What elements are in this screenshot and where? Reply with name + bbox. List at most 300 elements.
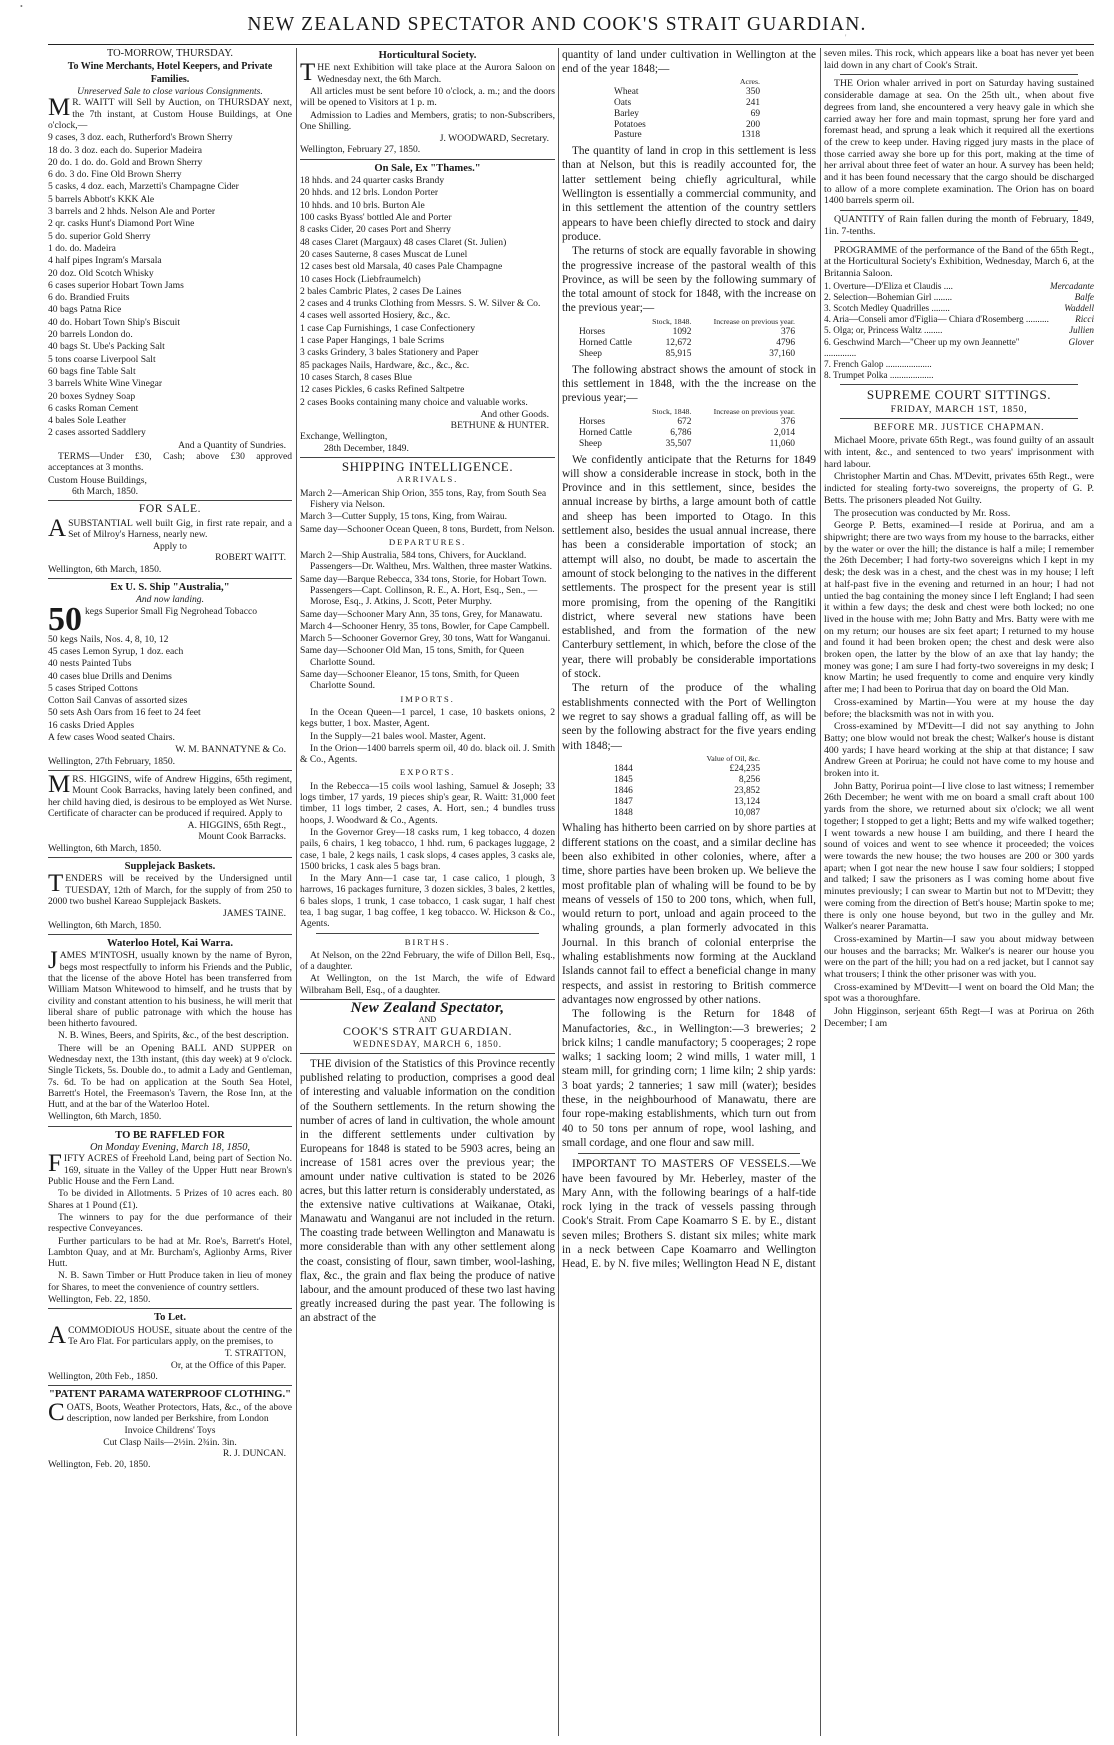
list-item: 40 do. Hobart Town Ship's Biscuit <box>48 316 180 328</box>
ad-date: Wellington, Feb. 22, 1850. <box>48 1294 151 1306</box>
stock-count: 672 <box>677 417 692 428</box>
ad-heading: To Wine Merchants, Hotel Keepers, and Private Families. <box>67 61 273 85</box>
stock-table-province <box>579 317 799 360</box>
divider <box>300 1053 555 1054</box>
stock-count: 6,786 <box>670 428 692 438</box>
section-heading: SHIPPING INTELLIGENCE. <box>341 459 514 475</box>
shipping-entry: Same day—Schooner Ocean Queen, 8 tons, Burdett, from Nelson. <box>300 523 555 535</box>
shipping-entry: March 4—Schooner Henry, 35 tons, Bowler, for Cape Campbell. <box>300 620 550 632</box>
stock-name: Horses <box>579 417 606 428</box>
stock-count: 1092 <box>672 327 692 338</box>
programme-piece: 2. Selection—Bohemian Girl ........ <box>824 291 953 302</box>
oil-year: 1846 <box>614 786 633 797</box>
programme-piece: 1. Overture—D'Eliza et Claudis .... <box>824 280 953 291</box>
crop-acres: 200 <box>745 119 760 130</box>
drop-cap: C <box>48 1398 65 1426</box>
ad-signature: A. HIGGINS, 65th Regt., <box>187 820 286 832</box>
table-header: Value of Oil, &c. <box>706 753 760 763</box>
ad-text: Or, at the Office of this Paper. <box>170 1359 286 1371</box>
court-text: George P. Betts, examined—I reside at Porirua, and am a shipwright; there are two ways from my house to the barracks, either by the water or over the hill; the distance is half a mile; I remember the 26th December; I had forty-two sovereigns which I kept in my desk; the desk was in a chest, and the chest was in my house; I left at half-past five in the evening and returned in an hour; I had not untied the bag containing the money since I left England; I had seen it within a few days; the desk and chest were both locked; no one lived in the house with me; John Batty and Mrs. Batty were with me on my return; our houses are six feet apart; I returned to my house and found it had been broken open; the chest and desk were also broken open, the latter by the blow of an axe that lay handy; the money was gone; I am sure I had forty-two sovereigns in my desk; I know Martin; he used frequently to come and enquire very kindly after me; I had been to Porirua that day on board the Old Man. <box>824 520 1094 696</box>
ad-date: 28th December, 1849. <box>324 442 409 454</box>
list-item: 5 barrels Abbott's KKK Ale <box>48 193 155 205</box>
oil-value: 23,852 <box>734 786 760 797</box>
ad-subheading: And now landing. <box>136 594 204 606</box>
oil-value: 10,087 <box>734 807 760 818</box>
crop-name: Potatoes <box>614 119 646 130</box>
list-item: 45 cases Lemon Syrup, 1 doz. each <box>48 645 184 657</box>
paper-title: New Zealand Spectator, <box>350 1000 505 1017</box>
stock-name: Horned Cattle <box>579 428 632 438</box>
list-item: 100 casks Byass' bottled Ale and Porter <box>300 212 452 224</box>
oil-table <box>614 754 764 819</box>
stock-increase: 376 <box>780 417 795 428</box>
subsection-heading: EXPORTS. <box>399 767 456 778</box>
table-row <box>614 98 764 109</box>
ad-text: R. WAITT will Sell by Auction, on THURSDAY next, the 7th instant, at Custom House Buildings, at One o'clock,— <box>48 97 292 131</box>
programme-composer <box>1050 370 1094 381</box>
ad-heading: Waterloo Hotel, Kai Warra. <box>106 937 234 949</box>
ad-text: And other Goods. <box>480 408 549 420</box>
list-item: 85 packages Nails, Hardware, &c., &c., &c. <box>300 359 470 371</box>
table-row <box>614 130 764 141</box>
ad-text: Invoice Childrens' Toys <box>124 1425 216 1437</box>
divider <box>48 857 292 858</box>
stock-increase: 2,014 <box>773 428 795 438</box>
list-item: 10 hhds. and 10 brls. Burton Ale <box>300 199 425 211</box>
crop-acres: 69 <box>750 108 760 119</box>
oil-year: 1848 <box>614 807 633 818</box>
divider <box>48 1126 292 1127</box>
divider <box>48 1385 292 1386</box>
shipping-entry: In the Rebecca—15 coils wool lashing, Samuel & Joseph; 33 logs timber, 17 yards, 19 pieces ship's gear, R. Waitt: 31,000 feet timber, 11 logs timber, 2 cases, A. Hort, sen.; 4 bundles truss hoops, J. Woodward & Co., Agents. <box>300 780 555 826</box>
ad-heading: "PATENT PARAMA WATERPROOF CLOTHING." <box>48 1389 292 1401</box>
article-text: QUANTITY of Rain fallen during the month of February, 1849, 1in. 7-tenths. <box>824 214 1094 237</box>
list-item: 4 cases well assorted Hosiery, &c., &c. <box>300 310 451 322</box>
list-item: 20 boxes Sydney Soap <box>48 390 136 402</box>
ad-signature: JAMES TAINE. <box>222 908 286 920</box>
article-text: THE Orion whaler arrived in port on Saturday having sustained considerable damage at sea. On the 25th ult., when about five degrees from land, she encountered a very heavy gale in which she carried away her fore and main topmast, sprung her fore yard and foremast head, and sprung a leak which it required all the exertions of the crew to keep under. Having rigged jury masts in the place of those carried away she bore up for this port, making at the time of her arrival about three feet of water an hour. A survey has been held; and it has been found necessary that the cargo should be discharged to allow of a more complete examination. The Orion has on board 1400 barrels sperm oil. <box>824 78 1094 207</box>
programme-composer: Glover <box>1068 336 1094 347</box>
programme-piece: 4. Aria—Conseli amor d'Figlia— Chiara d'Rosemberg .......... <box>824 314 1049 325</box>
article-text: seven miles. This rock, which appears like a boat has never yet been laid down in any chart of Cook's Strait. <box>824 48 1094 71</box>
table-row <box>614 120 764 131</box>
crops-table <box>614 77 764 142</box>
divider <box>48 770 292 771</box>
ad-terms: TERMS—Under £30, Cash; above £30 approved acceptances at 3 months. <box>48 451 292 474</box>
ad-text: All articles must be sent before 10 o'clock, a. m.; and the doors will be opened to Visitors at 1 p. m. <box>300 86 555 109</box>
programme-composer: Mercadante <box>1049 280 1094 291</box>
oil-value: £24,235 <box>729 764 760 775</box>
list-item: 1 case Cap Furnishings, 1 case Confectionery <box>300 322 476 334</box>
article-text: IMPORTANT TO MASTERS OF VESSELS.—We have been favoured by Mr. Heberley, master of the Mary Ann, with the following bearings of a half-tide rock lying in the track of vessels passing through Cook's Strait. From Cape Koamarro S E. by E., distant seven miles; Brothers S. distant six miles; white mark in a neck between Cape Koamarro and Wellington Head, E. by N. five miles; Wellington Head N E, distant <box>562 1158 816 1271</box>
drop-cap: T <box>48 870 64 898</box>
shipping-entry: Same day—Barque Rebecca, 334 tons, Storie, for Hobart Town. Passengers—Capt. Collinson, R. E., A. Hort, Esq., Sen., — Morose, Esq., J. Atkins, J. Scott, Peter Murphy. <box>300 573 547 608</box>
list-item: 10 cases Hock (Liebfraumelch) <box>300 273 421 285</box>
stock-increase: 37,160 <box>769 348 795 359</box>
ad-heading: On Sale, Ex "Thames." <box>374 162 481 174</box>
shipping-entry: Same day—Schooner Eleanor, 15 tons, Smith, for Queen Charlotte Sound. <box>300 669 520 692</box>
imports-list <box>300 707 555 765</box>
stock-table-settlement <box>579 407 799 450</box>
drop-cap: J <box>48 947 58 975</box>
table-row <box>614 87 764 98</box>
ad-text: RS. HIGGINS, wife of Andrew Higgins, 65th regiment, Mount Cook Barracks, having lately been confined, and her child having died, is desirous to be employed as Wet Nurse. Certificate of character can be produced if required. Apply to <box>48 773 292 819</box>
divider <box>48 578 292 579</box>
stock-increase: 4796 <box>776 338 795 349</box>
drop-cap: F <box>48 1150 62 1178</box>
oil-year: 1845 <box>614 775 633 786</box>
table-row <box>579 338 799 349</box>
column-4 <box>824 48 1094 1736</box>
table-row <box>579 439 799 450</box>
ad-text: To be divided in Allotments. 5 Prizes of 10 acres each. 80 Shares at 1 Pound (£1). <box>48 1188 292 1211</box>
list-item: 2 cases and 4 trunks Clothing from Messrs. S. W. Silver & Co. <box>300 298 541 310</box>
stock-increase: 11,060 <box>769 438 795 449</box>
programme-piece: 7. French Galop .................... <box>824 359 932 370</box>
list-item: 6 casks Roman Cement <box>48 402 139 414</box>
court-judge: BEFORE MR. JUSTICE CHAPMAN. <box>873 422 1045 434</box>
list-item: 60 bags fine Table Salt <box>48 365 136 377</box>
table-header: Stock, 1848. <box>652 316 692 326</box>
court-date: FRIDAY, MARCH 1ST, 1850, <box>890 403 1028 415</box>
ad-text: Admission to Ladies and Members, gratis; to non-Subscribers, One Shilling. <box>300 109 555 132</box>
divider <box>840 418 1078 419</box>
table-row <box>824 359 1094 370</box>
table-row <box>824 370 1094 381</box>
list-item: 10 cases Starch, 8 cases Blue <box>300 371 412 383</box>
ad-date: 6th March, 1850. <box>72 485 139 497</box>
court-text: Christopher Martin and Chas. M'Devitt, privates 65th Regt., were indicted for stealing forty-two sovereigns, the property of G. P. Betts. The prisoners pleaded Not Guilty. <box>824 471 1094 506</box>
list-item: 18 do. 3 doz. each do. Superior Madeira <box>48 144 202 156</box>
shipping-entry: In the Orion—1400 barrels sperm oil, 40 do. black oil. J. Smith & Co., Agents. <box>300 742 555 766</box>
list-item: 48 cases Claret (Margaux) 48 cases Claret (St. Julien) <box>300 236 507 248</box>
ad-date: Wellington, 6th March, 1850. <box>48 1111 162 1123</box>
column-rule <box>558 48 559 1736</box>
table-row <box>579 349 799 360</box>
paper-date: WEDNESDAY, MARCH 6, 1850. <box>352 1038 502 1049</box>
goods-list <box>300 175 555 408</box>
ad-signature: J. WOODWARD, Secretary. <box>439 133 549 145</box>
goods-list <box>48 132 292 438</box>
oil-value: 8,256 <box>738 775 760 786</box>
ad-text: N. B. Wines, Beers, and Spirits, &c., of the best description. <box>58 1030 289 1042</box>
exports-list <box>300 781 555 930</box>
list-item: 16 casks Dried Apples <box>48 719 135 731</box>
list-item: 50 kegs Nails, Nos. 4, 8, 10, 12 <box>48 633 169 645</box>
oil-year: 1844 <box>614 764 633 775</box>
list-item: A few cases Wood seated Chairs. <box>48 732 175 744</box>
column-2 <box>300 48 555 1736</box>
column-rule <box>820 48 821 1736</box>
column-1 <box>48 48 292 1736</box>
list-item: 2 bales Cambric Plates, 2 cases De Laines <box>300 285 462 297</box>
crop-name: Pasture <box>614 130 642 141</box>
ad-text: COMMODIOUS HOUSE, situate about the centre of the Te Aro Flat. For particulars apply, on the premises, to <box>68 1324 292 1348</box>
crop-acres: 1318 <box>741 130 760 141</box>
masthead: NEW ZEALAND SPECTATOR AND COOK'S STRAIT GUARDIAN. <box>247 14 867 35</box>
list-item: 20 hhds. and 12 brls. London Porter <box>300 187 439 199</box>
court-text: John Higginson, serjeant 65th Regt—I was at Porirua on 26th December; I am <box>824 1006 1094 1029</box>
table-row <box>824 325 1094 336</box>
table-header: Stock, 1848. <box>652 406 692 416</box>
article-text: The following abstract shows the amount of stock in this settlement in 1848, with the the increase on the previous year;— <box>562 363 816 405</box>
article-text: quantity of land under cultivation in Wellington at the end of the year 1848;— <box>562 49 816 76</box>
table-header: Increase on previous year. <box>713 406 795 416</box>
table-row <box>614 808 764 819</box>
ad-date: Wellington, 20th Feb., 1850. <box>48 1370 158 1382</box>
list-item: 4 bales Sole Leather <box>48 415 127 427</box>
ad-text: There will be an Opening BALL AND SUPPER on Wednesday next, the 13th instant, (this day week) at 9 o'clock. Single Tickets, 5s. Double do., to admit a Lady and Gentleman, 7s. 6d. To be had on application at the South Sea Hotel, Barrett's Hotel, the Freemason's Tavern, the Rose Inn, at the Hutt, and at the bar of the Waterloo Hotel. <box>48 1042 292 1111</box>
ad-text: The winners to pay for the due performance of their respective Conveyances. <box>48 1211 292 1235</box>
court-text: John Batty, Porirua point—I live close to last witness; I remember 26th December; he went with me on board a small craft about 100 yards from the shore, we returned about six o'clock; we all went together; I stopped to get a light; Betts and my wife walked together; I went towards a new house I am building, and there I heard the sound of voices and went to see whence it proceeded; the voices were towards the new house; the two houses are 200 or 300 yards apart; when I got near the new house I saw four soldiers; I stopped and talked; I saw the prisoners as I was coming home about five minutes previously; I can swear to Martin but not to M'Devitt; they were coming from the direction of Bett's house; Martin spoke to me; there is only one house beyond, but two in the gulley and Mr. Walker's nearer Paramatta. <box>824 780 1094 933</box>
crop-name: Oats <box>614 97 632 108</box>
list-item: 3 barrels and 2 hhds. Nelson Ale and Porter <box>48 206 216 218</box>
court-text: The prosecution was conducted by Mr. Ross. <box>834 507 1011 519</box>
divider <box>840 384 1078 385</box>
programme-composer: Waddell <box>1064 303 1094 314</box>
court-text: Cross-examined by Martin—You were at my house the day before; the blacksmith was not in with you. <box>824 696 1094 720</box>
article-text: PROGRAMME of the performance of the Band of the 65th Regt., at the Horticultural Society's Exhibition, Wednesday, March 6, at the Britannia Saloon. <box>824 244 1094 279</box>
court-text: Cross-examined by M'Devitt—I did not say anything to John Batty; one blow would not break the chest; Walker's house is distant 400 yards; I have heard working at the ship at that distance; I saw Andrew Green at Porirua; he could not have come to my house and broken into it. <box>824 721 1094 780</box>
large-numeral: 50 <box>48 600 82 638</box>
ad-heading: Horticultural Society. <box>378 50 477 61</box>
crop-name: Barley <box>614 108 639 119</box>
drop-cap: M <box>48 94 71 122</box>
list-item: Cotton Sail Canvas of assorted sizes <box>48 695 188 707</box>
programme-composer: Jullien <box>1068 325 1094 336</box>
ad-heading: To Let. <box>154 1312 186 1324</box>
arrivals-list <box>300 488 555 535</box>
masthead-rule <box>48 44 1094 45</box>
table-header: Increase on previous year. <box>713 316 795 326</box>
programme-piece: 8. Trumpet Polka ................... <box>824 370 934 381</box>
shipping-entry: March 5—Schooner Governor Grey, 30 tons, Watt for Wanganui. <box>300 633 551 645</box>
programme-piece: 6. Geschwind March—"Cheer up my own Jeannette" .............. <box>824 336 1020 358</box>
ad-text: HE next Exhibition will take place at the Aurora Saloon on Wednesday next, the 6th March. <box>317 62 555 85</box>
programme-table <box>824 281 1094 382</box>
list-item: 6 cases superior Hobart Town Jams <box>48 279 184 291</box>
stock-name: Sheep <box>579 438 602 449</box>
table-row <box>824 337 1094 359</box>
table-row <box>579 428 799 439</box>
programme-composer <box>1050 359 1094 370</box>
court-text: Michael Moore, private 65th Regt., was found guilty of an assault with intent, &c., and sentenced to two years' imprisonment with hard labour. <box>824 435 1094 470</box>
column-3 <box>562 48 816 1736</box>
divider <box>840 74 1078 75</box>
stock-name: Horses <box>579 327 606 338</box>
ad-heading: FOR SALE. <box>138 503 202 516</box>
print-mark: • <box>20 2 23 11</box>
births-list <box>300 950 555 996</box>
list-item: 40 nests Painted Tubs <box>48 658 132 670</box>
list-item: 6 do. Brandied Fruits <box>48 292 130 304</box>
ad-signature: BETHUNE & HUNTER. <box>450 420 549 432</box>
shipping-entry: Same day—Schooner Old Man, 15 tons, Smith, for Queen Charlotte Sound. <box>300 645 525 668</box>
table-row <box>824 281 1094 292</box>
section-heading: SUPREME COURT SITTINGS. <box>866 387 1052 403</box>
divider <box>840 241 1078 242</box>
list-item: 1 case Paper Hangings, 1 bale Scrims <box>300 335 445 347</box>
ad-heading: Ex U. S. Ship "Australia," <box>110 581 230 593</box>
divider <box>578 1153 800 1154</box>
ad-text: Apply to <box>153 541 187 553</box>
ad-text: N. B. Sawn Timber or Hutt Produce taken in lieu of money for Shares, to meet the convenience of country settlers. <box>48 1270 292 1293</box>
ad-text: ENDERS will be received by the Undersigned until TUESDAY, 12th of March, for the supply of from 250 to 2000 two bushel Kareao Supplejack Baskets. <box>48 873 292 908</box>
article-text: The return of the produce of the whaling establishments connected with the Port of Wellington we regret to say shows a gradual falling off, as will be seen by the following abstract for the five years ending with 1848;— <box>562 682 816 752</box>
list-item: 20 cases Sauterne, 8 cases Muscat de Lunel <box>300 248 468 260</box>
table-row <box>824 314 1094 325</box>
ad-text: OATS, Boots, Weather Protectors, Hats, &c., of the above description, now landed per Berkshire, from London <box>66 1401 292 1424</box>
list-item: 2 cases assorted Saddlery <box>48 427 146 439</box>
list-item: 5 casks, 4 doz. each, Marzetti's Champagne Cider <box>48 181 239 193</box>
ad-text: kegs Superior Small Fig Negrohead Tobacco <box>85 605 258 617</box>
shipping-entry: March 2—American Ship Orion, 355 tons, Ray, from South Sea Fishery via Nelson. <box>300 487 547 510</box>
ad-signature: Mount Cook Barracks. <box>198 831 286 843</box>
stock-count: 12,672 <box>665 338 692 349</box>
stock-count: 85,915 <box>665 348 692 359</box>
list-item: 6 do. 3 do. Fine Old Brown Sherry <box>48 169 182 181</box>
ad-subheading: On Monday Evening, March 18, 1850, <box>89 1142 251 1154</box>
list-item: 50 sets Ash Oars from 16 feet to 24 feet <box>48 707 201 719</box>
shipping-entry: Same day—Schooner Mary Ann, 35 tons, Grey, for Manawatu. <box>300 608 543 620</box>
table-row <box>824 303 1094 314</box>
list-item: 40 bags St. Ube's Packing Salt <box>48 341 165 353</box>
stock-increase: 376 <box>780 327 795 338</box>
table-row <box>614 764 764 775</box>
ad-text: Further particulars to be had at Mr. Roe's, Barrett's Hotel, Lambton Quay, and at Mr. Burcham's, Aglionby Arms, River Hutt. <box>48 1235 292 1270</box>
ad-subheading: Unreserved Sale to close various Consignments. <box>77 86 263 98</box>
list-item: 4 half pipes Ingram's Marsala <box>48 255 162 267</box>
list-item: 20 barrels London do. <box>48 329 133 341</box>
oil-value: 13,124 <box>734 796 760 807</box>
divider <box>48 500 292 501</box>
list-item: 5 cases Striped Cottons <box>48 682 138 694</box>
paper-title-and: AND <box>418 1015 437 1025</box>
ad-text: IFTY ACRES of Freehold Land, being part of Section No. 169, situate in the Valley of the Upper Hutt near Brown's Public House and the Fern Land. <box>48 1153 292 1188</box>
list-item: 12 cases best old Marsala, 40 cases Pale Champagne <box>300 261 503 273</box>
ad-text: AMES M'INTOSH, usually known by the name of Byron, begs most respectfully to inform his Friends and the Public, that the license of the above Hotel has been transferred from William Matson Whitewood to himself, and he trusts that by civility and constant attention to his business, he will merit that liberal share of public patronage with which the house has been hitherto favoured. <box>48 950 292 1030</box>
ad-date: Wellington, 6th March, 1850. <box>48 919 162 931</box>
programme-composer: Ricci <box>1075 314 1094 325</box>
subsection-heading: DEPARTURES. <box>388 536 467 547</box>
list-item: 12 cases Pickles, 6 casks Refined Saltpetre <box>300 384 465 396</box>
list-item: 40 bags Patna Rice <box>48 304 122 316</box>
list-item: 2 qr. casks Hunt's Diamond Port Wine <box>48 218 195 230</box>
divider <box>316 933 539 934</box>
list-item: 3 barrels White Wine Vinegar <box>48 378 163 390</box>
subsection-heading: IMPORTS. <box>400 693 455 704</box>
birth-entry: At Wellington, on the 1st March, the wife of Edward Wilbraham Bell, Esq., of a daughter. <box>300 973 555 996</box>
programme-composer: Balfe <box>1074 291 1094 302</box>
list-item: 20 doz. Old Scotch Whisky <box>48 267 154 279</box>
ad-text: SUBSTANTIAL well built Gig, in first rate repair, and a Set of Milroy's Harness, nearly new. <box>68 517 292 540</box>
list-item: 5 do. superior Gold Sherry <box>48 230 151 242</box>
list-item: 3 casks Grindery, 3 bales Stationery and Paper <box>300 347 479 359</box>
article-text: The returns of stock are equally favorable in showing the progressive increase of the pastoral wealth of this Province, as will be seen by the following summary of the total amount of stock for 1848, with the increase on the previous year;— <box>562 245 816 315</box>
ad-date: Wellington, Feb. 20, 1850. <box>48 1459 151 1471</box>
list-item: 5 tons coarse Liverpool Salt <box>48 353 156 365</box>
list-item: 20 do. 1 do. do. Gold and Brown Sherry <box>48 156 203 168</box>
shipping-entry: In the Mary Ann—1 case tar, 1 case calico, 1 plough, 3 harrows, 16 packages furniture, 3 dozen sickles, 3 bales, 2 kettles, 6 bales slops, 1 trunk, 1 case tobacco, 1 cask sugar, 1 half chest tea, 1 bag sugar, 1 bag coffee, 1 keg tobacco. W. Hickson & Co., Agents. <box>300 873 555 930</box>
subsection-heading: BIRTHS. <box>404 936 451 947</box>
court-text: Cross-examined by M'Devitt—I went on board the Old Man; the spot was a thoroughfare. <box>824 981 1094 1005</box>
article-text: The quantity of land in crop in this settlement is less than at Nelson, but this is readily accounted for, the latter settlement being chiefly agricultural, while Wellington is essentially a commercial community, and in this settlement the attention of the country settlers appears to have been chiefly directed to stock and dairy produce. <box>562 145 816 243</box>
drop-cap: A <box>48 1321 67 1349</box>
table-row <box>614 786 764 797</box>
table-row <box>614 797 764 808</box>
divider <box>48 1308 292 1309</box>
departures-list <box>300 550 555 692</box>
birth-entry: At Nelson, on the 22nd February, the wife of Dillon Bell, Esq., of a daughter. <box>300 949 555 973</box>
divider <box>300 457 555 458</box>
list-item: 2 cases Books containing many choice and valuable works. <box>300 396 528 408</box>
ad-text: And a Quantity of Sundries. <box>178 439 286 451</box>
ad-signature: R. J. DUNCAN. <box>222 1447 286 1459</box>
drop-cap: A <box>48 514 67 542</box>
ad-date: Wellington, February 27, 1850. <box>300 144 421 156</box>
list-item: 40 cases blue Drills and Denims <box>48 670 172 682</box>
court-text: Cross-examined by Martin—I saw you about midway between our houses and the barracks; Mr. Walker's is nearer our house you were on the part of the hill; you had on a red jacket, but I cannot say what trousers; I think the other prisoner was with you. <box>824 933 1094 981</box>
ad-heading: Supplejack Baskets. <box>124 861 216 873</box>
ad-heading: TO BE RAFFLED FOR <box>115 1129 225 1141</box>
article-text: We confidently anticipate that the Returns for 1849 will show a considerable increase in stock, both in the Province and in this settlement, since, besides the annual increase by births, a large amount both of cattle and sheep has been imported to Otago. In this settlement also, besides the usual annual increase, there has been a considerable importation of stock; an attempt will also, no doubt, be made to ascertain the amount of stock belonging to the natives in the different settlements. The prospect for the present year is still more promising, from the opening of the Rangitiki district, where several new stations have been established, and from the formation of the new Canterbury settlement, in which, before the close of the year, there will probably be considerable importations of stock. <box>562 453 816 681</box>
table-row <box>614 109 764 120</box>
ad-date: TO-MORROW, THURSDAY. <box>107 48 233 59</box>
column-rule <box>296 48 297 1736</box>
crop-acres: 241 <box>745 97 760 108</box>
shipping-entry: March 2—Ship Australia, 584 tons, Chivers, for Auckland. Passengers—Dr. Waltheu, Mrs. Walthen, three master Watkins. <box>300 550 553 573</box>
table-header: Acres. <box>739 76 760 86</box>
ad-date: Wellington, 6th March, 1850. <box>48 842 162 854</box>
article-text: Whaling has hitherto been carried on by shore parties at different stations on the coast, and a similar decline has been also exhibited in other colonies, where, after a time, shore parties have been broken up. We believe the most profitable plan of whaling will be found to be by means of vessels of 150 to 200 tons, which, when full, would return to port, unload and again proceed to the whaling grounds, a plan formerly advocated in this Journal. In this branch of colonial enterprise the whaling establishments now forming at the Auckland Islands cannot fail to effect a beneficial change in many respects, and assist in restoring to British commerce advantages now engrossed by other nations. <box>562 822 816 1006</box>
ad-place: Exchange, Wellington, <box>300 431 388 443</box>
oil-year: 1847 <box>614 796 633 807</box>
drop-cap: M <box>48 770 71 798</box>
programme-piece: 5. Olga; or, Princess Waltz ........ <box>824 325 943 336</box>
drop-cap: T <box>300 59 316 87</box>
subsection-heading: ARRIVALS. <box>396 474 459 485</box>
table-row <box>579 327 799 338</box>
crop-name: Wheat <box>614 87 639 98</box>
table-row <box>824 292 1094 303</box>
paper-subtitle: COOK'S STRAIT GUARDIAN. <box>342 1023 513 1038</box>
ad-date: Wellington, 6th March, 1850. <box>48 563 162 575</box>
stock-name: Sheep <box>579 348 602 359</box>
article-text: The following is the Return for 1848 of Manufactories, &c., in Wellington:—3 breweries; 2 brick kilns; 1 candle manufactory; 5 cooperages; 2 rope walks; 1 sacking loom; 2 wind mills, 1 water mill, 1 steam mill, for grinding corn; 1 lime kiln; 2 ship yards: 3 boat yards; 2 tanneries; 1 saw mill (water); besides these, in the neighbourhood of Manawatu, there are four rope-making establishments, which turn out from 40 to 50 tons per annum of rope, wool lashing, and small cordage, and one flour and saw mill. <box>562 1008 816 1149</box>
ad-signature: W. M. BANNATYNE & Co. <box>175 744 286 756</box>
shipping-entry: March 3—Cutter Supply, 15 tons, King, from Wairau. <box>300 511 508 523</box>
ad-signature: T. STRATTON, <box>224 1348 286 1360</box>
list-item: 8 casks Cider, 20 cases Port and Sherry <box>300 224 451 236</box>
print-mark: ' <box>845 33 847 42</box>
stock-count: 35,507 <box>665 438 692 449</box>
editorial-text: THE division of the Statistics of this Province recently published relating to production, comprises a good deal of interesting and valuable information on the condition of the Southern settlements. In the return showing the number of acres of land in cultivation, the whole amount in the different settlements under cultivation by Europeans for 1848 is stated to be 5903 acres, being an increase of 1581 acres over the previous year; the amount under native cultivation is stated to be 2026 acres, but this latter return is considerably understated, as the extensive native cultivations at Waikanae, Otaki, Manawatu and Wanganui are not included in the return. The coasting trade between Wellington and Manawatu is more considerable than with any other settlement along the coast, consisting of flour, sawn timber, wool-lashing, flax, &c., the grain and flax being the produce of native labour, and the amount produced of these two last having greatly increased during the past year. The following is an abstract of the <box>300 1058 555 1324</box>
crop-acres: 350 <box>745 87 760 98</box>
divider <box>840 210 1078 211</box>
stock-name: Horned Cattle <box>579 338 632 349</box>
list-item: 1 do. do. Madeira <box>48 242 116 254</box>
ad-date: Wellington, 27th February, 1850. <box>48 755 176 767</box>
divider <box>300 159 555 160</box>
divider <box>48 934 292 935</box>
ad-place: Custom House Buildings, <box>48 474 147 486</box>
ad-text: Cut Clasp Nails—2½in. 2¾in. 3in. <box>103 1436 237 1448</box>
goods-list <box>48 634 292 744</box>
ad-signature: ROBERT WAITT. <box>215 552 286 564</box>
shipping-entry: In the Supply—21 bales wool. Master, Agent. <box>310 730 486 742</box>
list-item: 18 hhds. and 24 quarter casks Brandy <box>300 175 445 187</box>
list-item: 9 cases, 3 doz. each, Rutherford's Brown Sherry <box>48 132 233 144</box>
